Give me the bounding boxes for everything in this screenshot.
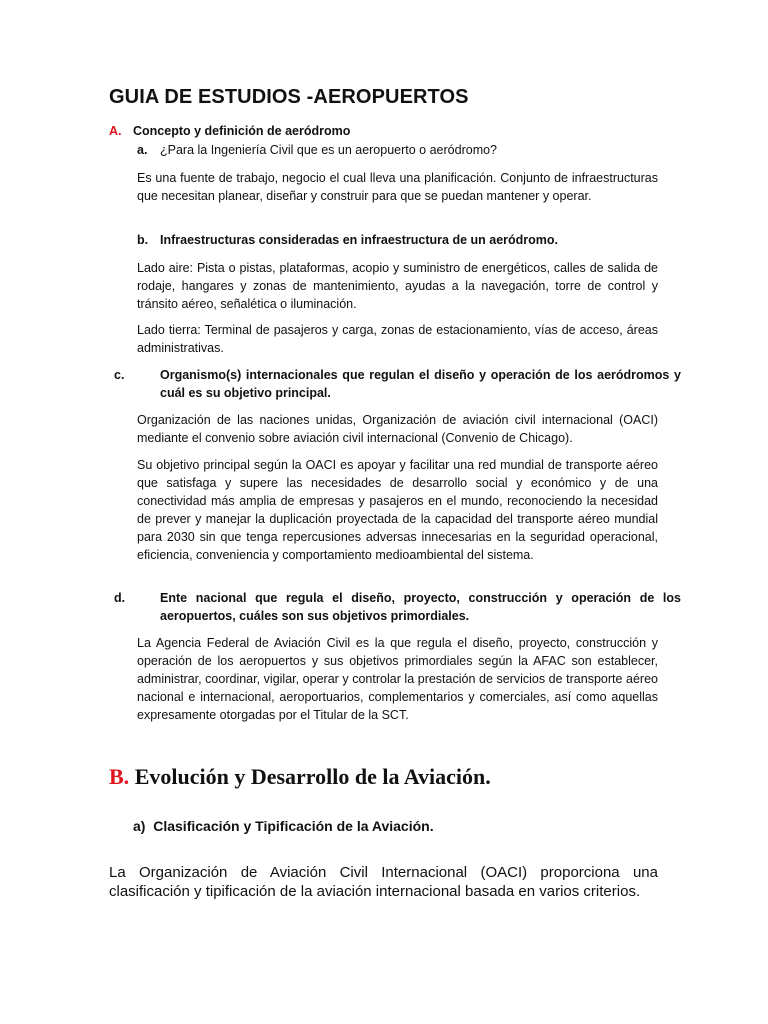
answer-b-lado-aire: Lado aire: Pista o pistas, plataformas, acopio y suministro de energéticos, calles de salida de rodaje, hangares y zonas de mantenimiento, ayudas a la navegación, torre de control y tránsito aéreo, señalética o iluminación. [137, 261, 658, 311]
question-b-mark: b. [137, 233, 149, 247]
question-d [114, 590, 681, 625]
question-c [114, 367, 681, 402]
answer-b-lado-tierra: Lado tierra: Terminal de pasajeros y carga, zonas de estacionamiento, vías de acceso, áreas administrativas. [137, 323, 658, 355]
question-b [137, 232, 658, 250]
section-a-letter: A. [109, 124, 122, 138]
question-a-text: ¿Para la Ingeniería Civil que es un aeropuerto o aeródromo? [160, 143, 498, 157]
question-c-text: Organismo(s) internacionales que regulan el diseño y operación de los aeródromos y cuál es su objetivo principal. [160, 368, 681, 400]
section-b-body: La Organización de Aviación Civil Internacional (OACI) proporciona una clasificación y tipificación de la aviación internacional basada en varios criterios. [109, 864, 658, 900]
answer-c-objetivo: Su objetivo principal según la OACI es apoyar y facilitar una red mundial de transporte aéreo que satisfaga y supere las necesidades de desarrollo social y económico y de una conectividad más amplia de empresas y pasajeros en el mundo, reconociendo la necesidad de prever y manejar la duplicación proyectada de la capacidad del transporte aéreo mundial para 2030 sin que tenga repercusiones adversas innecesarias en la seguridad operacional, eficiencia, conveniencia y comportamiento medioambiental del sistema. [137, 458, 658, 562]
question-d-text: Ente nacional que regula el diseño, proyecto, construcción y operación de los aeropuertos, cuáles son sus objetivos primordiales. [160, 591, 681, 623]
answer-d: La Agencia Federal de Aviación Civil es la que regula el diseño, proyecto, construcción y operación de los aeropuertos y sus objetivos primordiales según la AFAC son establecer, administrar, coordinar, vigilar, operar y controlar la prestación de servicios de transporte aéreo nacional e internacional, aeroportuarios, complementarios y comerciales, así como aquellas expresamente otorgadas por el Titular de la SCT. [137, 636, 658, 722]
section-b-subheading [133, 818, 434, 834]
answer-c-organismos: Organización de las naciones unidas, Organización de aviación civil internacional (OACI) mediante el convenio sobre aviación civil internacional (Convenio de Chicago). [137, 413, 658, 445]
section-b-sub-mark: a) [133, 818, 146, 834]
section-a-title: Concepto y definición de aeródromo [133, 124, 351, 138]
section-b-sub-title: Clasificación y Tipificación de la Aviación. [153, 818, 434, 834]
section-b-letter: B. [109, 764, 130, 789]
question-d-mark: d. [114, 591, 126, 605]
section-a-heading [109, 124, 350, 138]
section-b-title: Evolución y Desarrollo de la Aviación. [134, 764, 491, 789]
question-a [137, 142, 658, 160]
question-a-mark: a. [137, 143, 148, 157]
question-b-text: Infraestructuras consideradas en infraestructura de un aeródromo. [160, 233, 559, 247]
section-b-heading [109, 764, 491, 790]
answer-a: Es una fuente de trabajo, negocio el cual lleva una planificación. Conjunto de infraestructuras que necesitan planear, diseñar y construir para que se puedan mantener y operar. [137, 171, 658, 203]
question-c-mark: c. [114, 368, 125, 382]
document-title: GUIA DE ESTUDIOS -AEROPUERTOS [109, 86, 469, 108]
